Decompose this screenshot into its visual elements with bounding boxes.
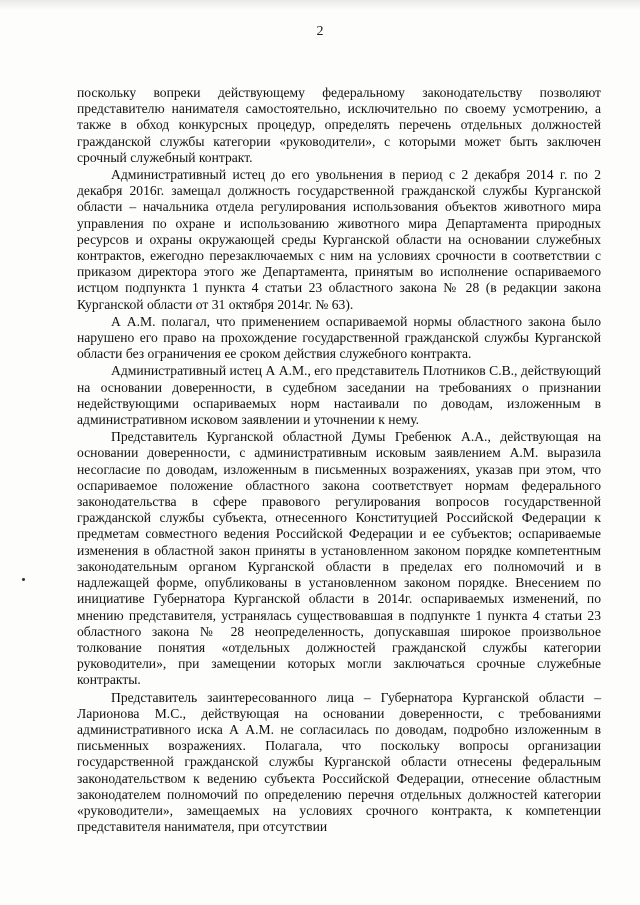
paragraph-intro-continuation: поскольку вопреки действующему федеральному законодательству позволяют представителю нанимателя самостоятельно, исключительно по своему усмотрению, а также в обход конкурсных процедур, определять перечень отдельных должностей гражданской службы категории «руководители», с которыми может быть заключен срочный служебный контракт. [77,85,601,165]
paragraph-plaintiff-hearing: Административный истец А А.М., его представитель Плотников С.В., действующий на основании доверенности, в судебном заседании на требованиях о признании недействующими оспариваемых норм настаивали по доводам, изложенным в административном исковом заявлении и уточнении к нему. [77,363,601,428]
paragraph-plaintiff-claim: А А.М. полагал, что применением оспариваемой нормы областного закона было нарушено его право на прохождение государственной гражданской службы Курганской области без ограничения ее сроком действия служебного контракта. [77,313,601,362]
page-number: 2 [316,24,324,39]
scan-speck [22,578,25,581]
paragraph-duma-representative: Представитель Курганской областной Думы Гребенюк А.А., действующая на основании доверенности, с административным исковым заявлением А.М. выразила несогласие по доводам, изложенным в письменных возражениях, указав при этом, что оспариваемое положение областного закона соответствует нормам федерального законодательства в сфере правового регулирования вопросов государственной гражданской службы субъекта, отнесенного Конституцией Российской Федерации к предметам совместного ведения Российской Федерации и ее субъектов; оспариваемые изменения в областной закон приняты в установленном законом порядке компетентным законодательным органом Курганской области в пределах его полномочий и в надлежащей форме, опубликованы в установленном законом порядке. Внесением по инициативе Губернатора Курганской области в 2014г. оспариваемых изменений, по мнению представителя, устранялась существовавшая в подпункте 1 пункта 4 статьи 23 областного закона № 28 неопределенность, допускавшая широкое произвольное толкование понятия «отдельных должностей гражданской службы категории руководители», при замещении которых могли заключаться срочные служебные контракты. [77,429,601,688]
document-body [77,85,601,835]
paragraph-plaintiff-service: Административный истец до его увольнения в период с 2 декабря 2014 г. по 2 декабря 2016г. замещал должность государственной гражданской службы Курганской области – начальника отдела регулирования использования объектов животного мира управления по охране и использованию животного мира Департамента природных ресурсов и охраны окружающей среды Курганской области на основании служебных контрактов, ежегодно перезаключаемых с ним на условиях срочности в соответствии с приказом директора этого же Департамента, принятым во исполнение оспариваемого истцом подпункта 1 пункта 4 статьи 23 областного закона № 28 (в редакции закона Курганской области от 31 октября 2014г. № 63). [77,167,601,312]
paragraph-governor-representative: Представитель заинтересованного лица – Губернатора Курганской области – Ларионова М.С., действующая на основании доверенности, с требованиями административного иска А А.М. не согласилась по доводам, подробно изложенным в письменных возражениях. Полагала, что поскольку вопросы организации государственной гражданской службы Курганской области отнесены федеральным законодательством к ведению субъекта Российской Федерации, отнесение областным законодателем полномочий по определению перечня отдельных должностей категории «руководители», замещаемых на условиях срочного контракта, к компетенции представителя нанимателя, при отсутствии [77,689,601,835]
scan-edge-shadow [0,0,640,10]
